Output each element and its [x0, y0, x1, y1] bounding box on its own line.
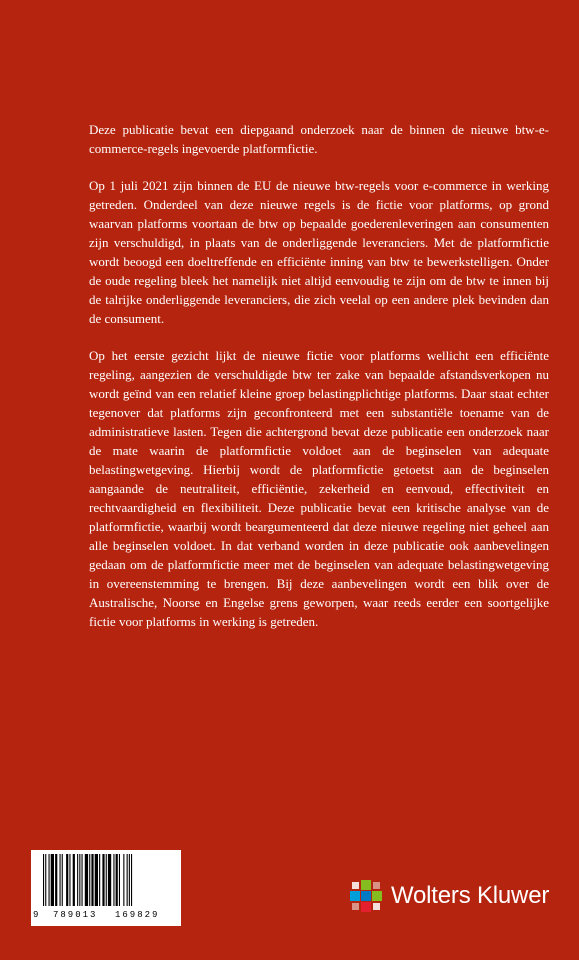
barcode-bar [102, 854, 104, 906]
blurb-paragraph-intro: Deze publicatie bevat een diepgaand onderzoek naar de binnen de nieuwe btw-e-commerce-regels ingevoerde platformfictie. [89, 122, 549, 156]
barcode-bar [77, 854, 78, 906]
barcode-bar [106, 854, 107, 906]
barcode-digit-first: 9 [33, 910, 39, 920]
barcode-bar [131, 854, 132, 906]
barcode-digits-left: 789013 [53, 910, 98, 920]
barcode-bar [113, 854, 114, 906]
barcode-bar [62, 854, 63, 906]
barcode-bar [69, 854, 70, 906]
barcode-bar [49, 854, 50, 906]
barcode-bar [79, 854, 80, 906]
back-cover-blurb [89, 120, 549, 649]
blurb-paragraph-context: Op 1 juli 2021 zijn binnen de EU de nieuwe btw-regels voor e-commerce in werking getreden. Onderdeel van deze nieuwe regels is de fictie voor platforms, op grond waarvan platforms voortaan de btw op bepaalde goederenleveringen aan consumenten zijn verschuldigd, in plaats van de onderliggende leveranciers. Met de platformfictie wordt beoogd een doeltreffende en efficiënte inning van btw te bewerkstelligen. Onder de oude regeling bleek het namelijk niet altijd eenvoudig te zijn om de btw te innen bij de talrijke onderliggende leveranciers, die zich veelal op een andere plek bevinden dan de consument. [89, 178, 549, 326]
barcode-bar [123, 854, 124, 906]
publisher-name: Wolters Kluwer [391, 882, 550, 909]
wolters-kluwer-logo-icon [349, 879, 383, 913]
barcode-bar [95, 854, 98, 906]
barcode-bar [127, 854, 128, 906]
barcode-bar [99, 854, 100, 906]
logo-square-corner-tr [373, 882, 380, 889]
barcode-bar [60, 854, 61, 906]
barcode-bar [116, 854, 118, 906]
barcode-bars [39, 854, 173, 910]
barcode-bar [91, 854, 93, 906]
logo-square-top [361, 880, 371, 890]
logo-square-corner-tl [352, 882, 359, 889]
barcode-bar [129, 854, 130, 906]
logo-square-corner-bl [352, 903, 359, 910]
blurb-paragraph-analysis: Op het eerste gezicht lijkt de nieuwe fictie voor platforms wellicht een efficiënte regeling, aangezien de verschuldigde btw ter zake van bepaalde afstandsverkopen nu wordt geïnd van een relatief kleine groep belastingplichtige platforms. Daar staat echter tegenover dat platforms zijn geconfronteerd met een substantiële toename van de administratieve lasten. Tegen die achtergrond bevat deze publicatie een onderzoek naar de mate waarin de platformfictie voldoet aan de beginselen van adequate belastingwetgeving. Hierbij wordt de platformfictie getoetst aan de beginselen aangaande de neutraliteit, efficiëntie, zekerheid en eenvoud, effectiviteit en rechtvaardigheid en flexibiliteit. Deze publicatie bevat een kritische analyse van de platformfictie, waarbij wordt beargumenteerd dat deze nieuwe regeling niet geheel aan alle beginselen voldoet. In dat verband worden in deze publicatie ook aanbevelingen gedaan om de platformfictie meer met de beginselen van adequate belastingwetgeving in overeenstemming te brengen. Bij deze aanbevelingen wordt een blik over de Australische, Noorse en Engelse grens geworpen, waar reeds eerder een soortgelijke fictie voor platforms in werking is getreden. [89, 348, 549, 629]
barcode-bar [45, 854, 46, 906]
barcode-bar [43, 854, 44, 906]
barcode-bar [73, 854, 75, 906]
barcode-bar [82, 854, 83, 906]
logo-square-corner-br [373, 903, 380, 910]
barcode-bar [55, 854, 57, 906]
barcode-bar [51, 854, 54, 906]
barcode-bar [66, 854, 68, 906]
logo-square-left [350, 891, 360, 901]
barcode-bar [89, 854, 90, 906]
barcode-bar [119, 854, 120, 906]
logo-square-right [372, 891, 382, 901]
logo-square-bottom [361, 902, 371, 912]
publisher-logo [349, 876, 549, 916]
isbn-barcode [31, 850, 181, 926]
barcode-digits-right: 169829 [115, 910, 160, 920]
logo-square-center [361, 891, 371, 901]
barcode-bar [108, 854, 111, 906]
barcode-bar [85, 854, 88, 906]
